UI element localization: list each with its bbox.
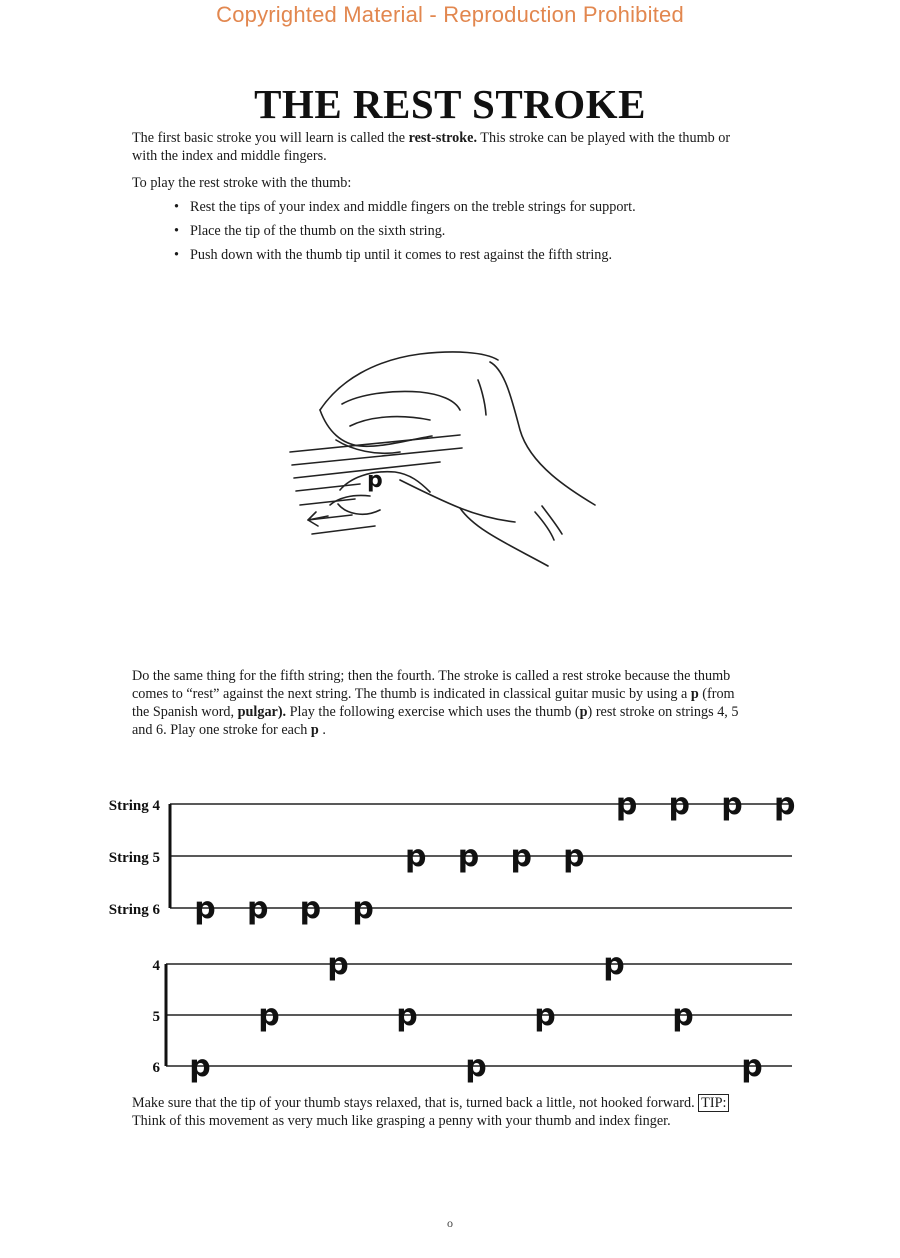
list-item: • Push down with the thumb tip until it comes to rest against the fifth string.: [174, 247, 613, 263]
tab-note: p: [510, 839, 532, 874]
p-symbol: p: [690, 686, 699, 702]
page-marker: o: [447, 1216, 453, 1230]
how-to-heading: To play the rest stroke with the thumb:: [132, 175, 352, 191]
tip-label: TIP:: [698, 1094, 729, 1112]
tab-note: p: [741, 1049, 763, 1084]
p-symbol: p: [310, 722, 319, 738]
tab-note: p: [194, 891, 216, 926]
tab-string-label: String 6: [108, 902, 160, 918]
pulgar-term: pulgar).: [237, 704, 287, 720]
explanation-paragraph: Do the same thing for the fifth string; then the fourth. The stroke is called a rest stroke because the thumb comes to “rest” against the next string. The thumb is indicated in classical guitar music by using a p (from the Spanish word, pulgar). Play the following exercise which uses the thumb (p) rest stroke on strings 4, 5 and 6. Play one stroke for each p .: [132, 668, 739, 738]
tab-note: p: [534, 998, 556, 1033]
instruction-list: [174, 198, 756, 270]
tab-note: p: [457, 839, 480, 874]
thumb-p-label: p: [367, 468, 383, 493]
list-item: • Rest the tips of your index and middle fingers on the treble strings for support.: [174, 199, 636, 215]
tab-note: p: [189, 1049, 211, 1084]
tab-note: p: [405, 839, 427, 874]
tab-note: p: [615, 787, 638, 822]
p-symbol: p: [579, 704, 588, 720]
bullet-icon: •: [174, 199, 179, 215]
tab-string-label: String 5: [108, 850, 160, 866]
tab-string-label: 6: [152, 1060, 160, 1076]
tab-note: p: [396, 998, 418, 1033]
thumb-exercise-tablature: [0, 780, 900, 1090]
rest-stroke-term: rest-stroke.: [408, 130, 478, 146]
tab-note: p: [465, 1049, 487, 1084]
hand-rest-stroke-illustration: [280, 340, 610, 580]
tab-note: p: [299, 891, 322, 926]
intro-paragraph: The first basic stroke you will learn is called the rest-stroke. This stroke can be played with the thumb or with the index and middle fingers.: [132, 130, 731, 164]
copyright-watermark: Copyrighted Material - Reproduction Prohibited: [216, 2, 684, 27]
bullet-icon: •: [174, 247, 179, 263]
tab-note: p: [603, 947, 625, 982]
tab-note: p: [721, 787, 743, 822]
tab-note: p: [246, 891, 269, 926]
tab-note: p: [327, 947, 349, 982]
tab-string-label: 4: [152, 958, 160, 974]
tab-note: p: [563, 839, 585, 874]
closing-paragraph: Make sure that the tip of your thumb stays relaxed, that is, turned back a little, not hooked forward. TIP: Think of this movement as very much like grasping a penny with your thumb and index finger.: [132, 1094, 754, 1130]
tab-note: p: [668, 787, 691, 822]
tab-note: p: [352, 891, 374, 926]
tab-note: p: [672, 998, 694, 1033]
list-item: • Place the tip of the thumb on the sixth string.: [174, 223, 446, 239]
tab-string-label: 5: [152, 1009, 160, 1025]
tab-note: p: [258, 998, 280, 1033]
bullet-icon: •: [174, 223, 179, 239]
tab-string-label: String 4: [108, 798, 160, 814]
page-title: THE REST STROKE: [254, 81, 646, 127]
tab-note: p: [773, 787, 796, 822]
